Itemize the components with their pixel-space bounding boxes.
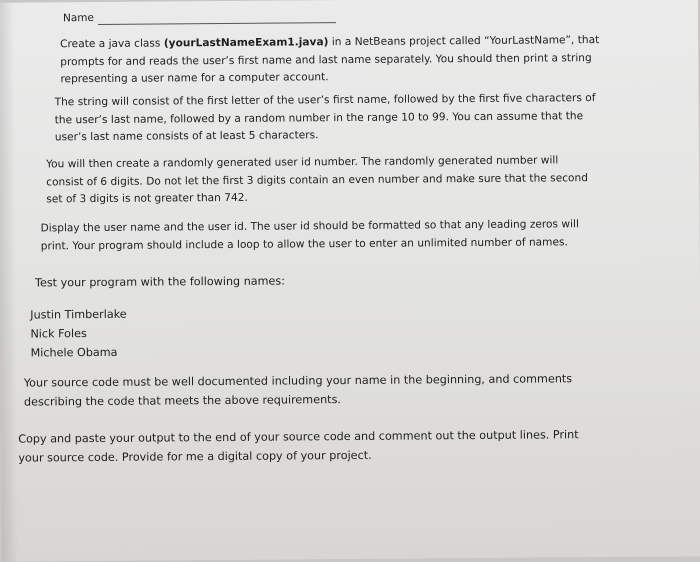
paragraph-user-id [46,152,588,209]
line: representing a user name for a computer account. [60,71,329,86]
line: prompts for and reads the user’s first name and last name separately. You should then print a string [60,51,592,68]
line: user’s last name consists of at least 5 characters. [54,129,319,144]
list-item: Nick Foles [30,327,87,341]
paragraph-create-class [60,32,600,89]
paragraph-string-format [55,90,596,147]
text: in a NetBeans project called “YourLastName”, that [328,34,600,49]
line: Copy and paste your output to the end of your source code and comment out the output lines. Print [18,428,579,446]
test-names-list [30,305,127,363]
paragraph-output [18,425,579,467]
line: The string will consist of the first letter of the user’s first name, followed by the first five characters of [54,92,596,109]
list-item: Michele Obama [30,345,118,360]
text: Create a java class [60,37,164,51]
line: Your source code must be well documented including your name in the beginning, and comments [23,372,573,390]
class-filename: (yourLastNameExam1.java) [163,36,329,50]
paragraph-documentation [24,369,573,411]
line: your source code. Provide for me a digital copy of your project. [18,448,372,465]
name-blank-line [98,22,336,25]
paragraph-display [41,216,580,255]
line: set of 3 digits is not greater than 742. [46,191,248,206]
line: Display the user name and the user id. The user id should be formatted so that any leading zeros will [40,218,579,235]
list-item: Justin Timberlake [30,307,127,322]
page-shadow [0,3,18,562]
line: describing the code that meets the above requirements. [23,393,341,409]
line: print. Your program should include a loop to allow the user to enter an unlimited number of names. [40,235,568,252]
paragraph-test [35,272,285,293]
line: You will then create a randomly generated user id number. The randomly generated number will [46,154,559,171]
line: consist of 6 digits. Do not let the first 3 digits contain an even number and make sure that the second [46,171,589,188]
line: the user’s last name, followed by a random number in the range 10 to 99. You can assume that the [54,109,584,126]
name-label: Name [62,12,94,25]
line: Test your program with the following names: [34,274,286,290]
